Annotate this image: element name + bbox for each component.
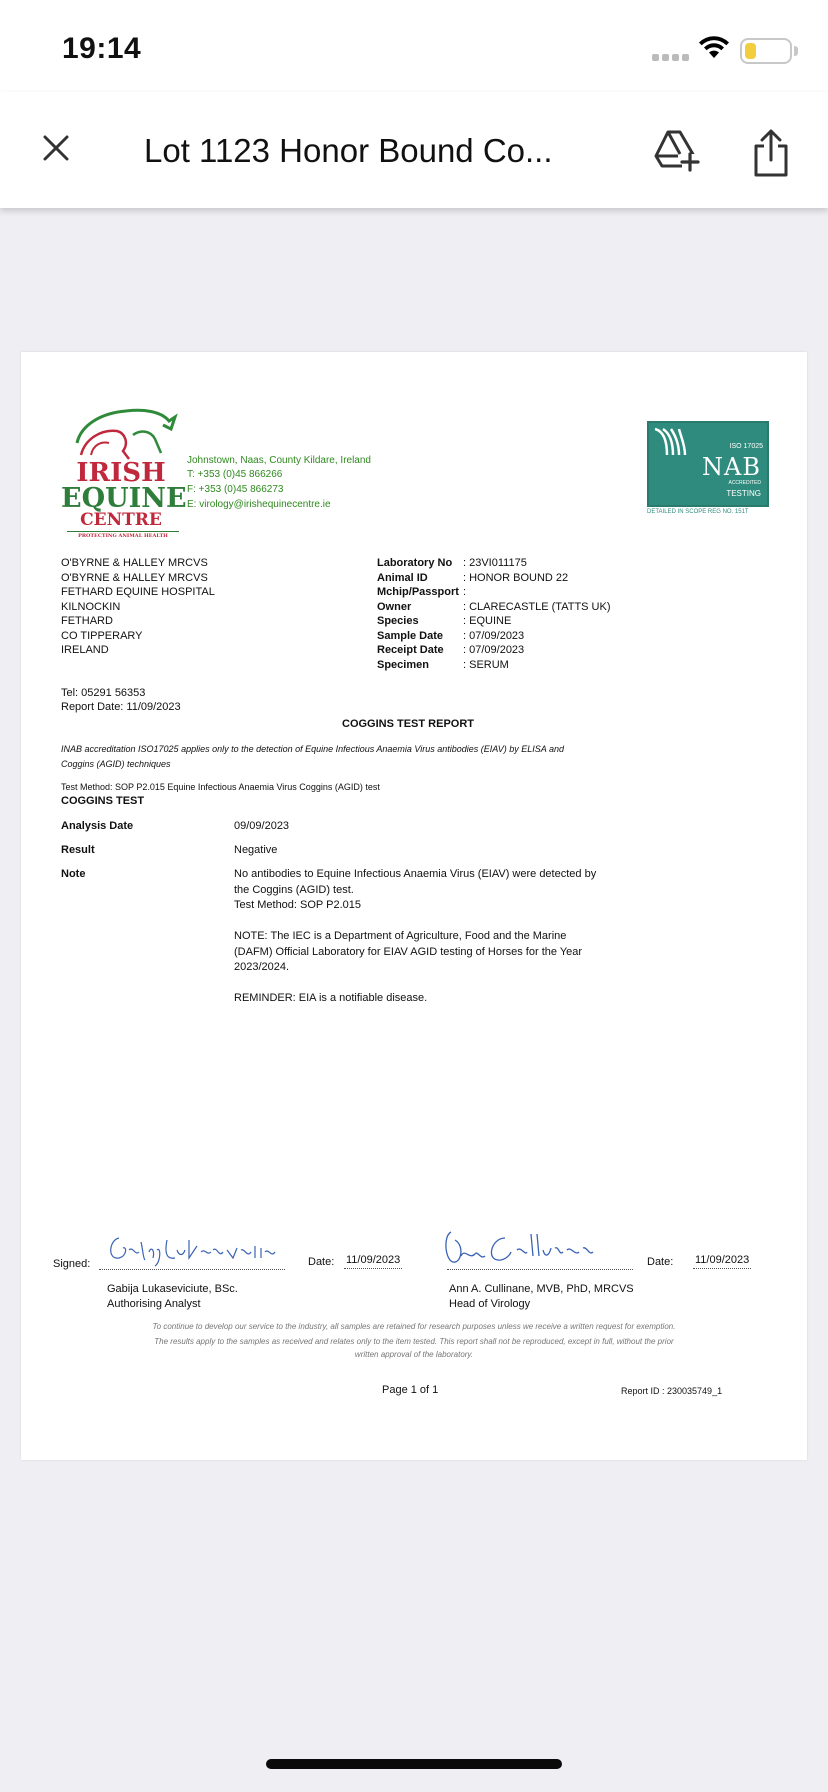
document-title: Lot 1123 Honor Bound Co...: [144, 132, 553, 169]
date-2: 11/09/2023: [693, 1252, 751, 1269]
recipient-line: CO TIPPERARY: [61, 629, 143, 642]
detail-value: :: [463, 586, 467, 598]
logo-divider: [67, 531, 179, 532]
date-label-2: Date:: [647, 1256, 674, 1268]
contact-address: Johnstown, Naas, County Kildare, Ireland: [187, 455, 371, 466]
recipient-line: FETHARD: [61, 615, 113, 627]
viewer-toolbar: [0, 92, 828, 208]
detail-label: Laboratory No: [377, 557, 453, 569]
close-icon[interactable]: [38, 130, 74, 166]
detail-label: Animal ID: [377, 571, 428, 584]
analysis-date-value: 09/09/2023: [234, 820, 290, 832]
recipient-line: IRELAND: [61, 644, 109, 656]
section-title: COGGINS TEST: [61, 795, 145, 807]
cellular-signal-icon: [652, 54, 689, 61]
detail-value: : CLARECASTLE (TATTS UK): [463, 600, 611, 613]
detail-value: : SERUM: [463, 658, 509, 671]
document-page: [21, 352, 807, 1460]
battery-icon: [740, 38, 792, 64]
inab-accredited: ACCREDITED: [728, 480, 761, 486]
signer-2-name: Ann A. Cullinane, MVB, PhD, MRCVS: [449, 1283, 634, 1295]
note-line: Test Method: SOP P2.015: [234, 899, 361, 911]
wifi-icon: [698, 36, 730, 60]
detail-label: Species: [377, 615, 419, 627]
recipient-line: KILNOCKIN: [61, 600, 121, 613]
signature-1-line: [99, 1258, 285, 1270]
test-method: Test Method: SOP P2.015 Equine Infectious Anaemia Virus Coggins (AGID) test: [61, 782, 380, 792]
disclaimer-line3: written approval of the laboratory.: [354, 1350, 474, 1359]
inab-name: NAB: [702, 453, 761, 481]
home-indicator[interactable]: [266, 1759, 562, 1769]
signer-1-role: Authorising Analyst: [107, 1298, 201, 1310]
recipient-line: O'BYRNE & HALLEY MRCVS: [61, 557, 208, 569]
detail-value: : EQUINE: [463, 615, 512, 627]
note-line: 2023/2024.: [234, 961, 290, 973]
detail-label: Sample Date: [377, 629, 444, 642]
signed-label: Signed:: [53, 1258, 91, 1270]
signature-2-line: [447, 1258, 633, 1270]
detail-label: Specimen: [377, 658, 429, 671]
battery-cap: [794, 46, 798, 56]
note-line: REMINDER: EIA is a notifiable disease.: [234, 992, 428, 1004]
date-label-1: Date:: [308, 1256, 335, 1268]
status-time: 19:14: [62, 32, 142, 65]
inab-iso: ISO 17025: [729, 443, 763, 450]
add-to-drive-icon[interactable]: [652, 128, 700, 172]
detail-value: : 23VI011175: [463, 557, 527, 569]
detail-label: Mchip/Passport: [377, 586, 459, 598]
disclaimer-line2: The results apply to the samples as received and relates only to the item tested. This report shall not be reproduced, except in full, without the prior: [154, 1337, 674, 1346]
recipient-line: O'BYRNE & HALLEY MRCVS: [61, 571, 208, 584]
result-label: Result: [61, 844, 95, 856]
note-line: the Coggins (AGID) test.: [234, 883, 354, 896]
logo-equine: EQUINE: [61, 483, 187, 514]
contact-fax: F: +353 (0)45 866273: [187, 484, 284, 495]
battery-level-fill: [745, 43, 756, 59]
note-line: No antibodies to Equine Infectious Anaemia Virus (EIAV) were detected by: [234, 868, 597, 880]
page-number: Page 1 of 1: [382, 1384, 439, 1396]
detail-value: : HONOR BOUND 22: [463, 571, 569, 584]
status-bar: [0, 0, 828, 92]
accreditation-note-line2: Coggins (AGID) techniques: [61, 759, 171, 769]
inab-logo-icon: [653, 427, 693, 457]
date-1: 11/09/2023: [344, 1252, 402, 1269]
inab-testing: TESTING: [726, 489, 761, 498]
detail-label: Owner: [377, 600, 412, 613]
share-icon[interactable]: [752, 128, 790, 178]
contact-email: E: virology@irishequinecentre.ie: [187, 499, 331, 510]
note-line: (DAFM) Official Laboratory for EIAV AGID testing of Horses for the Year: [234, 945, 583, 958]
inab-scope: DETAILED IN SCOPE REG NO. 151T: [647, 509, 749, 515]
logo-tagline: PROTECTING ANIMAL HEALTH: [78, 533, 168, 539]
detail-value: : 07/09/2023: [463, 644, 525, 656]
inab-accreditation-badge: [647, 421, 769, 507]
contact-tel: T: +353 (0)45 866266: [187, 469, 283, 480]
detail-value: : 07/09/2023: [463, 629, 525, 642]
note-line: NOTE: The IEC is a Department of Agriculture, Food and the Marine: [234, 930, 567, 942]
recipient-tel: Tel: 05291 56353: [61, 687, 146, 699]
logo-centre: CENTRE: [80, 510, 162, 530]
signer-2-role: Head of Virology: [449, 1298, 531, 1310]
detail-label: Receipt Date: [377, 644, 444, 656]
signer-1-name: Gabija Lukaseviciute, BSc.: [107, 1283, 238, 1295]
disclaimer-line1: To continue to develop our service to the industry, all samples are retained for research purposes unless we receive a written request for exemption.: [152, 1322, 676, 1331]
result-value: Negative: [234, 844, 278, 856]
accreditation-note-line1: INAB accreditation ISO17025 applies only to the detection of Equine Infectious Anaemia Virus antibodies (EIAV) by ELISA and: [61, 744, 564, 754]
report-date: Report Date: 11/09/2023: [61, 701, 181, 713]
report-title: COGGINS TEST REPORT: [342, 718, 475, 730]
report-id: Report ID : 230035749_1: [621, 1386, 723, 1396]
note-label: Note: [61, 868, 86, 880]
recipient-line: FETHARD EQUINE HOSPITAL: [61, 586, 215, 598]
logo-irish: IRISH: [76, 458, 166, 488]
analysis-date-label: Analysis Date: [61, 820, 134, 832]
